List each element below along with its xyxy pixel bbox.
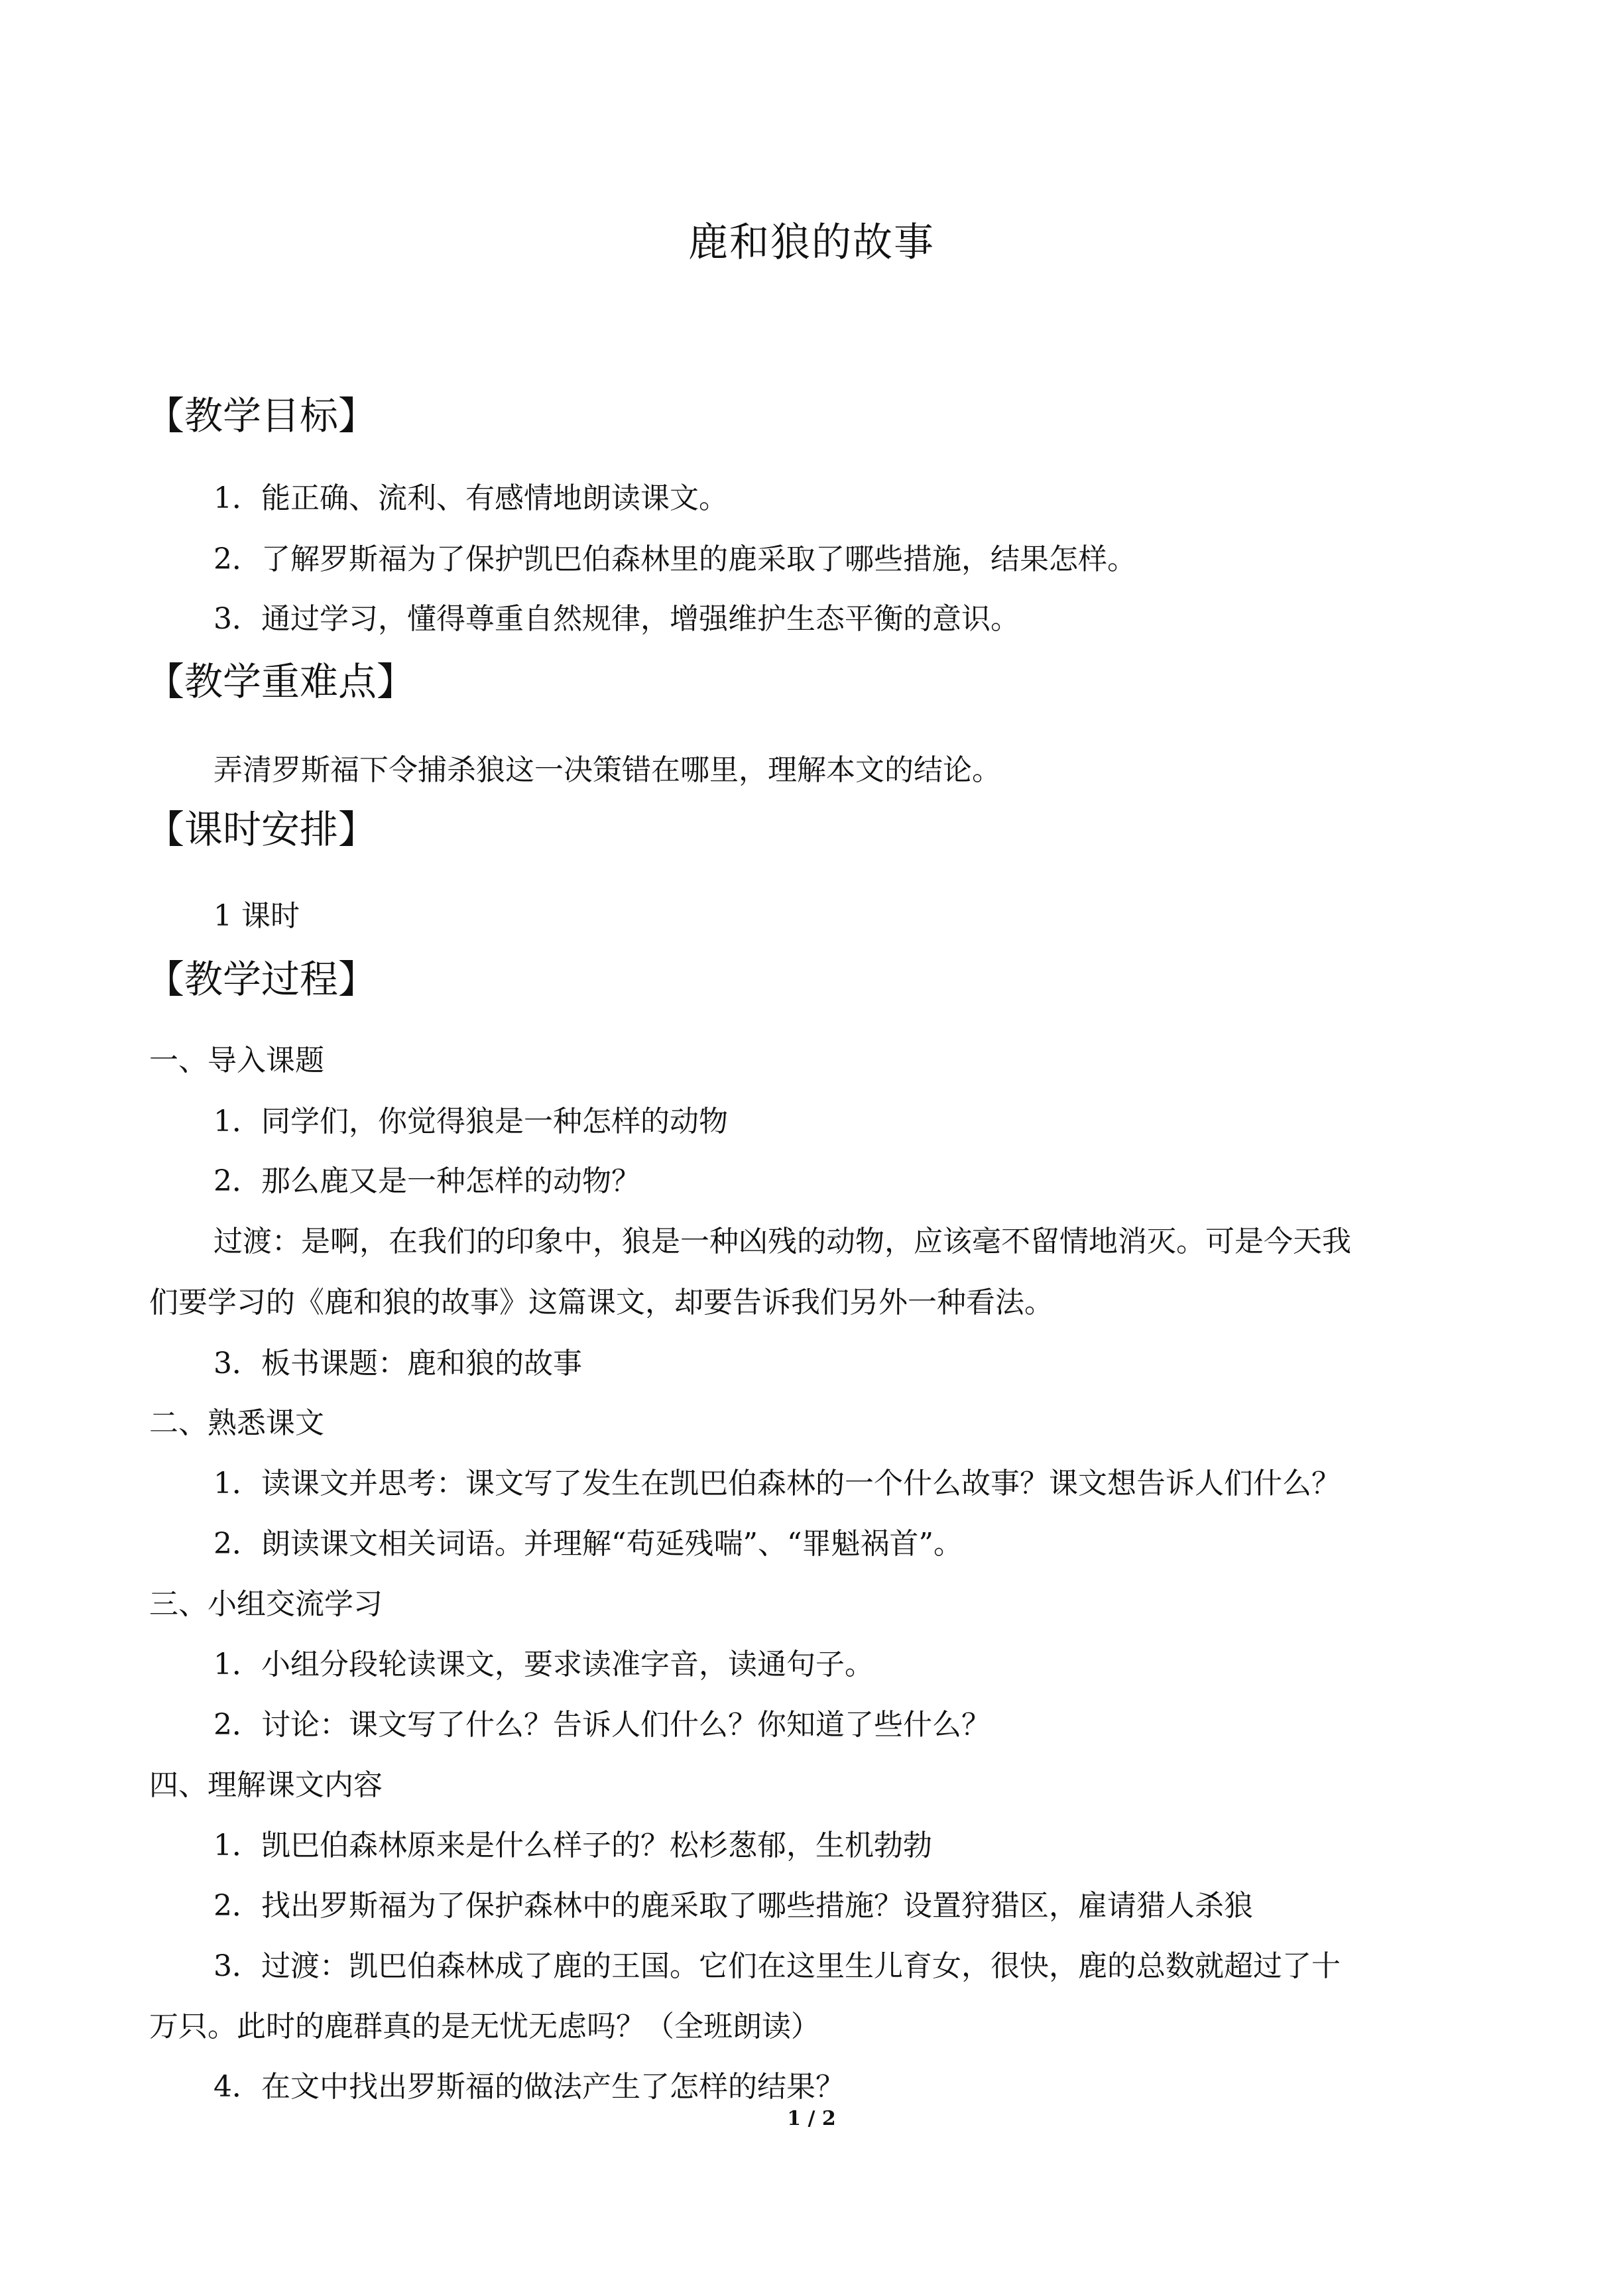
process-item: 2．那么鹿又是一种怎样的动物？ — [213, 1164, 640, 1198]
process-item: 2．找出罗斯福为了保护森林中的鹿采取了哪些措施？设置狩猎区，雇请猎人杀狼 — [213, 1889, 1253, 1923]
process-item: 4．在文中找出罗斯福的做法产生了怎样的结果？ — [213, 2070, 845, 2104]
process-item: 3．过渡：凯巴伯森林成了鹿的王国。它们在这里生儿育女，很快，鹿的总数就超过了十 — [213, 1949, 1341, 1983]
section-heading-objectives: 【教学目标】 — [146, 393, 377, 438]
process-item: 1．同学们，你觉得狼是一种怎样的动物 — [213, 1105, 728, 1138]
process-item: 1．凯巴伯森林原来是什么样子的？松杉葱郁，生机勃勃 — [213, 1829, 932, 1862]
process-transition-continued: 们要学习的《鹿和狼的故事》这篇课文，却要告诉我们另外一种看法。 — [149, 1286, 1053, 1319]
objective-item: 1．能正确、流利、有感情地朗读课文。 — [213, 481, 728, 515]
section-heading-process: 【教学过程】 — [146, 957, 377, 1002]
objective-item: 2．了解罗斯福为了保护凯巴伯森林里的鹿采取了哪些措施，结果怎样。 — [213, 542, 1136, 576]
process-part-heading: 二、熟悉课文 — [149, 1406, 324, 1440]
schedule-text: 1 课时 — [213, 899, 300, 933]
process-item: 3．板书课题：鹿和狼的故事 — [213, 1347, 582, 1380]
process-item: 2．讨论：课文写了什么？告诉人们什么？你知道了些什么？ — [213, 1708, 991, 1742]
process-part-heading: 四、理解课文内容 — [149, 1768, 383, 1802]
section-heading-key-points: 【教学重难点】 — [146, 659, 416, 704]
page-number: 1 / 2 — [787, 2107, 836, 2130]
process-item: 1．读课文并思考：课文写了发生在凯巴伯森林的一个什么故事？课文想告诉人们什么？ — [213, 1467, 1341, 1500]
process-item-continued: 万只。此时的鹿群真的是无忧无虑吗？（全班朗读） — [149, 2010, 820, 2043]
section-heading-schedule: 【课时安排】 — [146, 807, 377, 852]
key-points-text: 弄清罗斯福下令捕杀狼这一决策错在哪里，理解本文的结论。 — [213, 753, 1001, 787]
objective-item: 3．通过学习，懂得尊重自然规律，增强维护生态平衡的意识。 — [213, 602, 1020, 636]
process-transition: 过渡：是啊，在我们的印象中，狼是一种凶残的动物，应该毫不留情地消灭。可是今天我 — [213, 1225, 1351, 1258]
process-part-heading: 三、小组交流学习 — [149, 1587, 383, 1621]
process-item: 1．小组分段轮读课文，要求读准字音，读通句子。 — [213, 1648, 874, 1681]
process-item: 2．朗读课文相关词语。并理解“苟延残喘”、“罪魁祸首”。 — [213, 1527, 963, 1561]
document-title: 鹿和狼的故事 — [688, 219, 935, 266]
process-part-heading: 一、导入课题 — [149, 1044, 324, 1077]
